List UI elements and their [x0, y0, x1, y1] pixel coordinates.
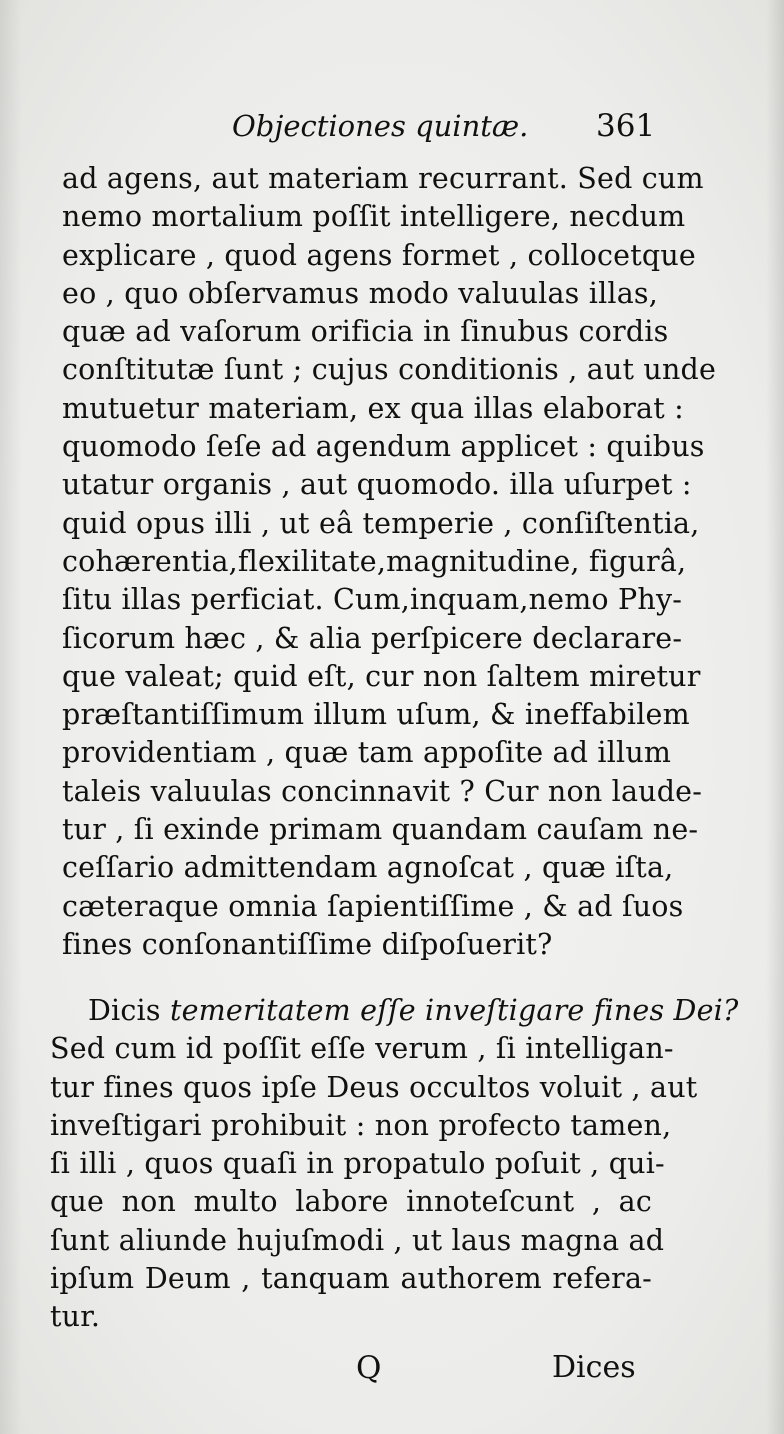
text-roman: Dicis — [88, 994, 170, 1027]
text-line: providentiam , quæ tam appoſite ad illum — [62, 736, 672, 770]
text-line: que valeat; quid eſt, cur non ſaltem miretur — [62, 659, 701, 693]
text-line: taleis valuulas concinnavit ? Cur non laude- — [62, 774, 703, 808]
text-line: ad agens, aut materiam recurrant. Sed cum — [62, 162, 704, 195]
text-line: utatur organis , aut quomodo. illa uſurpet : — [62, 468, 692, 502]
text-line: ſitu illas perficiat. Cum,inquam,nemo Phy- — [62, 583, 683, 617]
page-number: 361 — [596, 108, 656, 144]
text-line: que non multo labore innoteſcunt , ac — [50, 1185, 652, 1219]
text-line: tur. — [50, 1300, 101, 1334]
paragraph-2 — [50, 992, 739, 1337]
text-line: inveſtigari prohibuit : non profecto tamen, — [50, 1108, 672, 1142]
text-line: cæteraque omnia ſapientiſſime , & ad ſuos — [62, 889, 684, 923]
text-italic-phrase: temeritatem eſſe inveſtigare fines Dei? — [169, 994, 739, 1027]
text-line: mutuetur materiam, ex qua illas elaborat : — [62, 391, 684, 425]
text-line: conſtitutæ ſunt ; cujus conditionis , aut unde — [62, 353, 717, 387]
page-header — [0, 104, 784, 148]
text-line: fines conſonantiſſime diſpoſuerit? — [62, 927, 553, 961]
signature-mark: Q — [356, 1350, 382, 1386]
text-line: ſunt aliunde hujuſmodi , ut laus magna ad — [50, 1223, 665, 1257]
page-edge-shadow-right — [766, 0, 784, 1434]
text-line: cohærentia,flexilitate,magnitudine, figurâ, — [62, 544, 687, 578]
page-footer — [0, 1346, 784, 1390]
text-line: quomodo ſeſe ad agendum applicet : quibus — [62, 430, 705, 464]
text-line: quæ ad vaſorum orificia in ſinubus cordis — [62, 315, 669, 349]
text-line: quid opus illi , ut eâ temperie , conſiſtentia, — [62, 506, 700, 540]
text-line: Sed cum id poſſit eſſe verum , ſi intelligan- — [50, 1032, 674, 1066]
text-line: ipſum Deum , tanquam authorem refera- — [50, 1262, 652, 1296]
catchword: Dices — [552, 1350, 636, 1385]
text-line-first — [50, 992, 739, 1030]
text-line: ſicorum hæc , & alia perſpicere declarare- — [62, 621, 683, 655]
text-line: tur fines quos ipſe Deus occultos voluit , aut — [50, 1070, 698, 1104]
text-line: eo , quo obſervamus modo valuulas illas, — [62, 276, 658, 310]
page-edge-shadow-left — [0, 0, 22, 1434]
text-line: explicare , quod agens formet , collocetque — [62, 238, 696, 272]
paragraph-1 — [62, 160, 717, 964]
text-line: ceſſario admittendam agnoſcat , quæ iſta, — [62, 851, 674, 885]
text-line: præſtantiſſimum illum uſum, & ineffabilem — [62, 698, 690, 732]
running-title: Objectiones quintæ. — [232, 109, 529, 143]
text-line: ſi illi , quos quaſi in propatulo poſuit , qui- — [50, 1147, 665, 1181]
text-line: nemo mortalium poſſit intelligere, necdum — [62, 200, 686, 234]
text-line: tur , ſi exinde primam quandam cauſam ne- — [62, 813, 699, 847]
